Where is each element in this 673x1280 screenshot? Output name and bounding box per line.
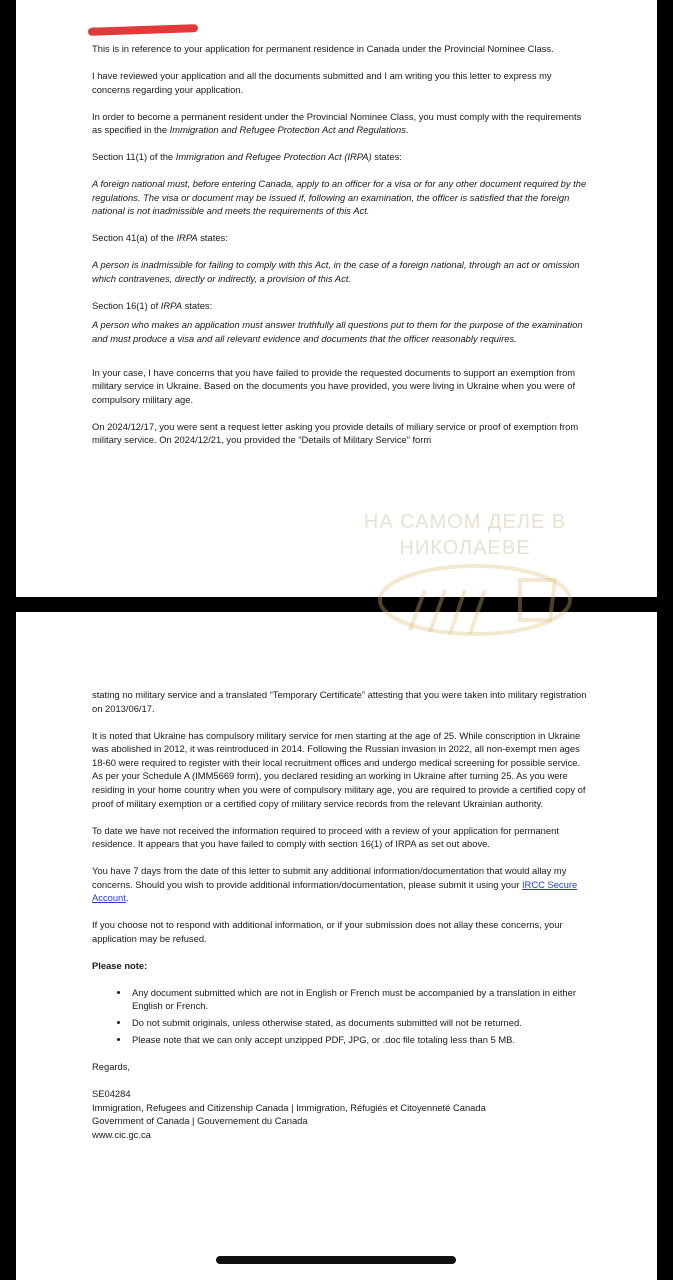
- section-11-heading: Section 11(1) of the Immigration and Refugee Protection Act (IRPA) states:: [92, 151, 402, 163]
- officer-id: SE04284: [92, 1088, 131, 1100]
- comply-paragraph: In order to become a permanent resident under the Provincial Nominee Class, you must comply with the requirements as specified in the Immigration and Refugee Protection Act and Regulations.: [92, 110, 582, 136]
- intro-paragraph: This is in reference to your application for permanent residence in Canada under the Provincial Nominee Class.: [92, 43, 554, 54]
- section-11-quote: A foreign national must, before entering Canada, apply to an officer for a visa or for any other document required by the regulations. The visa or document may be issued if, following an examination, the officer is satisfied that the foreign national is not inadmissible and meets the requirements of this Act.: [92, 178, 587, 217]
- department-name: Immigration, Refugees and Citizenship Canada | Immigration, Réfugiés et Citoyenneté Canada: [92, 1101, 486, 1113]
- regards-text: Regards,: [92, 1061, 131, 1073]
- section-16-heading: Section 16(1) of IRPA states:: [92, 299, 213, 311]
- note-item: • Do not submit originals, unless otherwise stated, as documents submitted will not be returned.: [130, 1016, 592, 1030]
- continued-paragraph: stating no military service and a translated “Temporary Certificate” attesting that you were taken into military registration on 2013/06/17.: [92, 689, 587, 714]
- signature-block: [92, 1087, 592, 1141]
- review-paragraph: I have reviewed your application and all the documents submitted and I am writing you this letter to express my concerns regarding your application.: [92, 69, 552, 95]
- refusal-paragraph: If you choose not to respond with additional information, or if your submission does not allay these concerns, your application may be refused.: [92, 919, 563, 944]
- channel-watermark: [345, 509, 585, 561]
- section-41-heading: Section 41(a) of the IRPA states:: [92, 232, 228, 244]
- notes-list: [92, 986, 592, 1046]
- home-indicator[interactable]: [216, 1256, 456, 1264]
- section-16-quote: A person who makes an application must answer truthfully all questions put to them for the purpose of the examination and must produce a visa and all relevant evidence and documents that the officer reasonably requires.: [92, 319, 583, 345]
- deadline-paragraph: You have 7 days from the date of this letter to submit any additional information/documentation that would allay my concerns. Should you wish to provide additional information/documentation, please submit it using your IRCC Secure Account.: [92, 865, 578, 904]
- watermark-line-2: НИКОЛАЕВЕ: [399, 537, 531, 559]
- salutation: [92, 24, 222, 38]
- government-name: Government of Canada | Gouvernement du Canada: [92, 1115, 308, 1127]
- note-item: • Please note that we can only accept unzipped PDF, JPG, or .doc file totaling less than 5 MB.: [130, 1033, 592, 1047]
- note-item: • Any document submitted which are not in English or French must be accompanied by a translation in either English or French.: [130, 986, 592, 1013]
- todate-paragraph: To date we have not received the information required to proceed with a review of your application for permanent residence. It appears that you have failed to comply with section 16(1) of IRPA as set out above.: [92, 824, 559, 850]
- noted-paragraph: It is noted that Ukraine has compulsory military service for men starting at the age of 25. While conscription in Ukraine was abolished in 2012, it was reintroduced in 2014. Following the Russian invasion in 2022, all non-exempt men ages 18-60 were required to register with their local recruitment offices and undergo medical screening for possible service. As per your Schedule A (IMM5669 form), you declared residing an working in Ukraine after turning 25. As you were residing in your home country when you were of compulsory military age, you are required to provide a certified copy of proof of military exemption or a certified copy of military service records from the relevant Ukrainian authority.: [92, 729, 586, 809]
- request-paragraph: On 2024/12/17, you were sent a request letter asking you provide details of miliary service or proof of exemption from military service. On 2024/12/21, you provided the “Details of Military Service” form: [92, 420, 579, 446]
- watermark-line-1: НА САМОМ ДЕЛЕ В: [363, 511, 567, 533]
- please-note-heading: Please note:: [92, 959, 148, 971]
- letter-page-1: [16, 0, 657, 597]
- website-text: www.cic.gc.ca: [92, 1128, 151, 1140]
- ircc-secure-account-link[interactable]: IRCC Secure Account: [92, 878, 578, 904]
- section-41-quote: A person is inadmissible for failing to comply with this Act, in the case of a foreign national, through an act or omission which contravenes, directly or indirectly, a provision of this Act.: [92, 259, 580, 284]
- letter-page-2: [16, 612, 657, 1280]
- concern-paragraph: In your case, I have concerns that you have failed to provide the requested documents to support an exemption from military service in Ukraine. Based on the documents you have provided, you were living in Ukraine when you were of compulsory military age.: [92, 366, 576, 405]
